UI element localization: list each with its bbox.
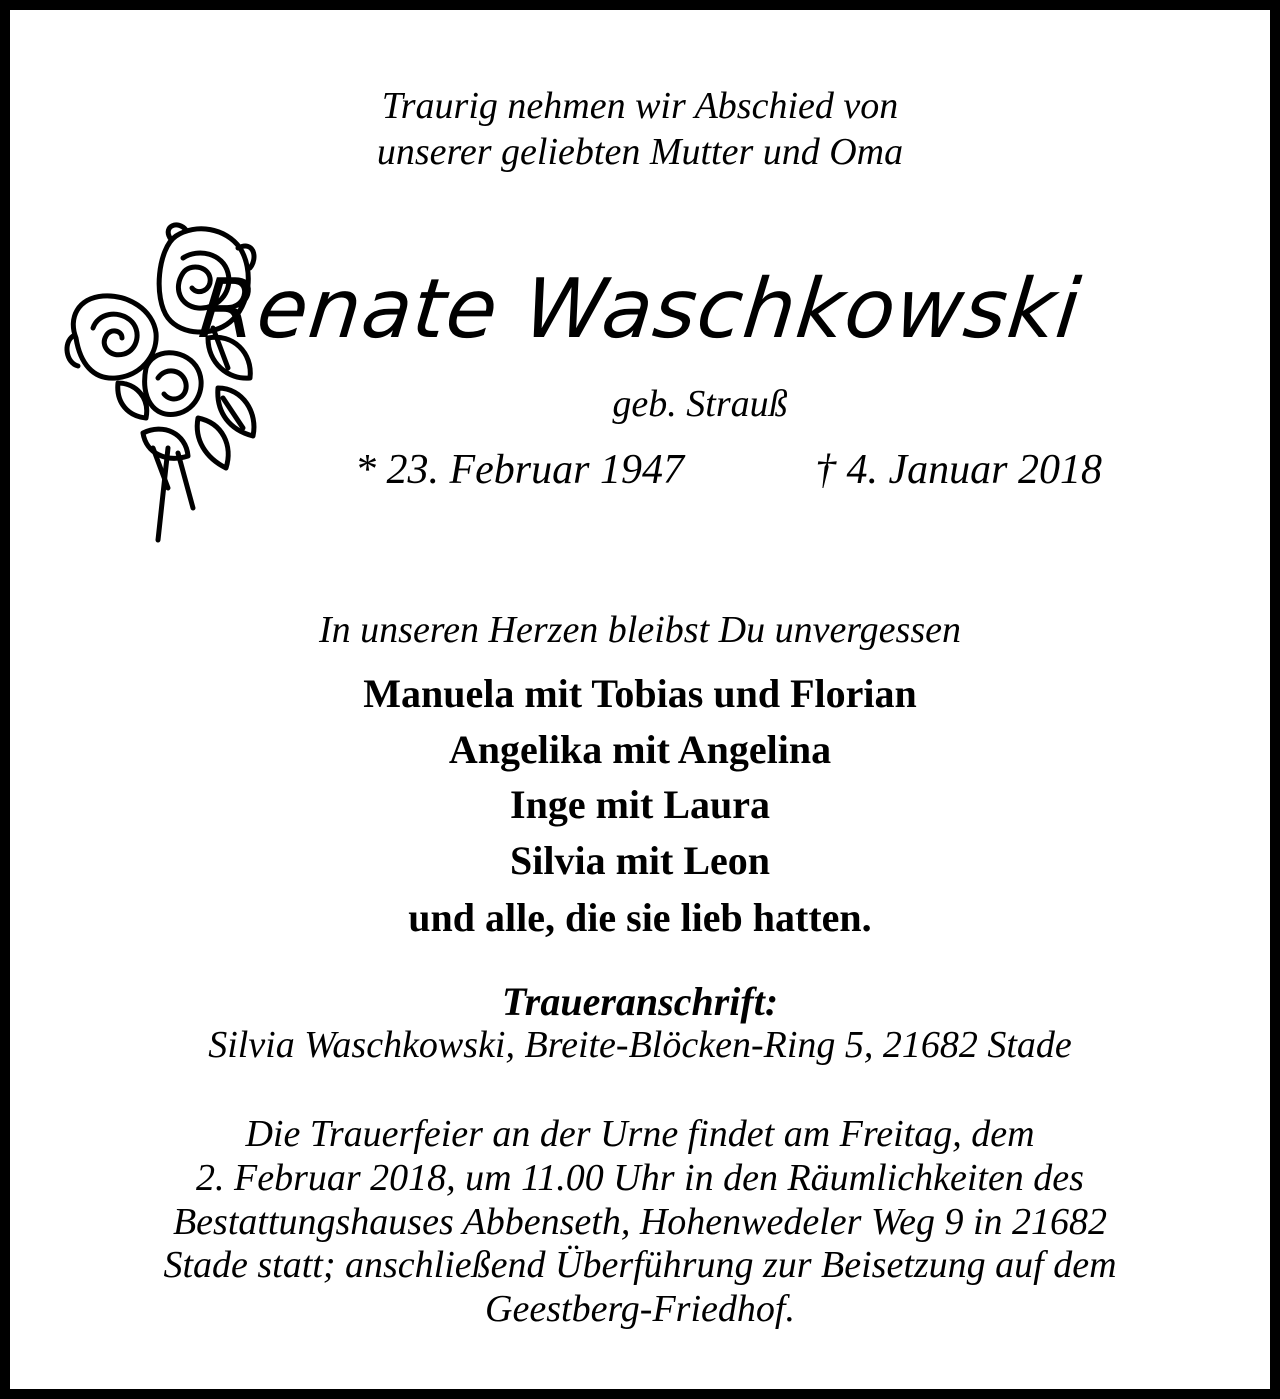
birth-date: * 23. Februar 1947 bbox=[355, 447, 684, 493]
ceremony-line: 2. Februar 2018, um 11.00 Uhr in den Räumlichkeiten des bbox=[196, 1157, 1084, 1199]
mourner-line: und alle, die sie lieb hatten. bbox=[408, 895, 872, 940]
address-label: Traueranschrift: bbox=[501, 979, 779, 1024]
deceased-name: Renate Waschkowski bbox=[194, 262, 1086, 357]
ceremony-line: Geestberg-Friedhof. bbox=[485, 1288, 795, 1330]
address-text: Silvia Waschkowski, Breite-Blöcken-Ring 5, 21682 Stade bbox=[208, 1024, 1072, 1066]
mourner-line: Silvia mit Leon bbox=[509, 838, 771, 883]
ceremony-line: Bestattungshauses Abbenseth, Hohenwedeler Weg 9 in 21682 bbox=[172, 1201, 1108, 1243]
motto: In unseren Herzen bleibst Du unvergessen bbox=[319, 609, 961, 651]
mourner-line: Manuela mit Tobias und Florian bbox=[363, 671, 917, 716]
maiden-name: geb. Strauß bbox=[612, 383, 788, 425]
ceremony-line: Die Trauerfeier an der Urne findet am Freitag, dem bbox=[245, 1113, 1035, 1155]
ceremony-line: Stade statt; anschließend Überführung zur Beisetzung auf dem bbox=[163, 1244, 1117, 1286]
mourner-line: Angelika mit Angelina bbox=[448, 727, 832, 772]
intro-line-1: Traurig nehmen wir Abschied von bbox=[381, 85, 899, 127]
intro-line-2: unserer geliebten Mutter und Oma bbox=[376, 131, 904, 173]
mourner-line: Inge mit Laura bbox=[510, 782, 770, 827]
death-date: † 4. Januar 2018 bbox=[815, 447, 1102, 493]
